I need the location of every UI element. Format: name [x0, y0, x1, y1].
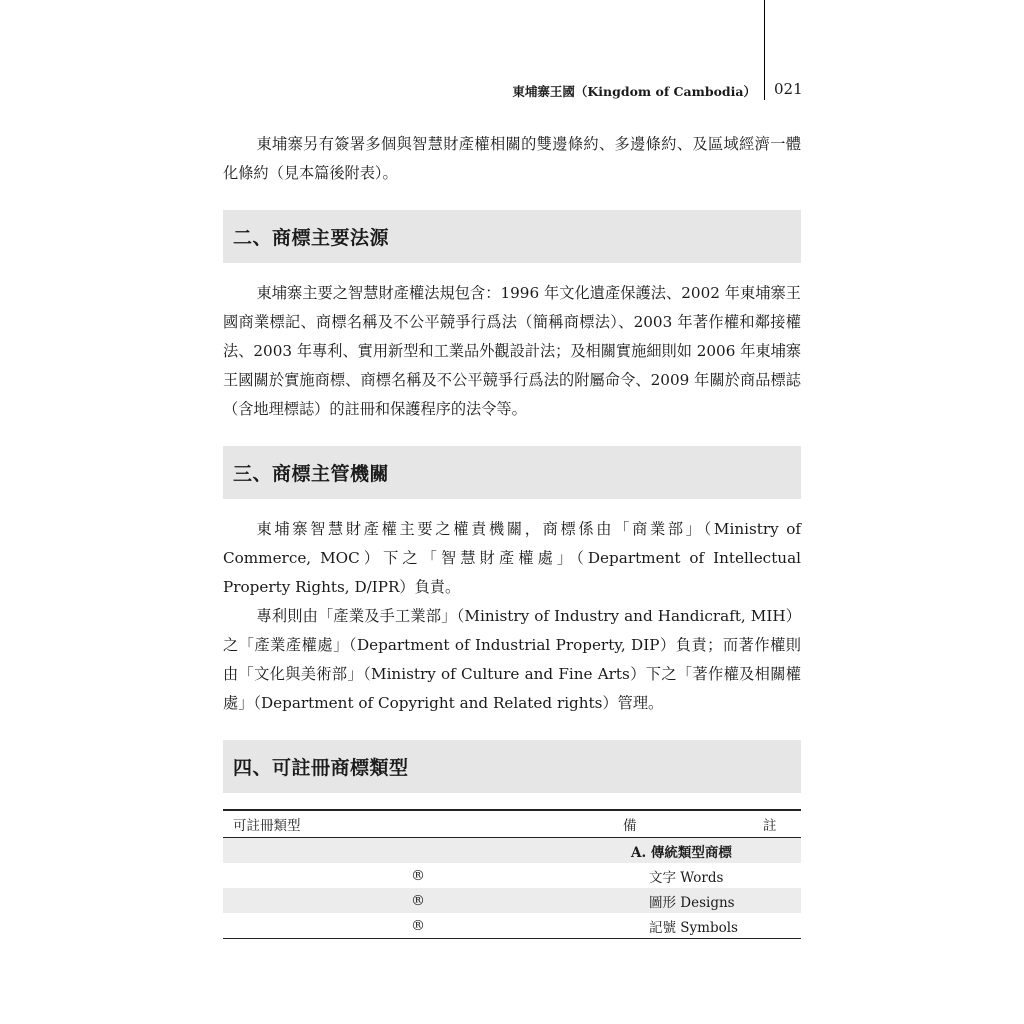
registered-mark-symbol: ® [223, 888, 613, 913]
table-row-type: 記號 Symbols [613, 913, 801, 939]
table-header-note-left: 備 [613, 810, 753, 838]
registered-mark-symbol: ® [223, 913, 613, 939]
table-row [223, 863, 801, 888]
intro-paragraph: 東埔寨另有簽署多個與智慧財產權相關的雙邊條約、多邊條約、及區域經濟一體化條約（見本篇後附表）。 [223, 135, 801, 182]
registrable-types-table [223, 809, 801, 939]
section-paragraph: 東埔寨主要之智慧財產權法規包含：1996 年文化遺產保護法、2002 年東埔寨王國商業標記、商標名稱及不公平競爭行爲法（簡稱商標法）、2003 年著作權和鄰接權法、2003 年專利、實用新型和工業品外觀設計法；及相關實施細則如 2006 年東埔寨王國關於實施商標、商標名稱及不公平競爭行爲法的附屬命令、2009 年關於商品標誌（含地理標誌）的註冊和保護程序的法令等。 [223, 284, 801, 418]
table-header-type: 可註冊類型 [223, 810, 613, 838]
table-row [223, 888, 801, 913]
section-paragraph: 東埔寨智慧財產權主要之權責機關，商標係由「商業部」（Ministry of Commerce, MOC）下之「智慧財產權處」（Department of Intellectual Property Rights, D/IPR）負責。 [223, 520, 801, 596]
registered-mark-symbol: ® [411, 867, 425, 884]
table-header-row [223, 810, 801, 838]
section-paragraph: 專利則由「產業及手工業部」（Ministry of Industry and Handicraft, MIH）之「產業產權處」（Department of Industrial Property, DIP）負責；而著作權則由「文化與美術部」（Ministry of Culture and Fine Arts）下之「著作權及相關權處」（Department of Copyright and Related rights）管理。 [223, 607, 801, 712]
table-row [223, 913, 801, 939]
page-content [223, 130, 801, 939]
section-heading-trademark-authority: 三、商標主管機關 [223, 446, 801, 499]
header-vertical-rule [764, 0, 765, 100]
table-row-type: 圖形 Designs [613, 888, 801, 913]
table-row-category [223, 838, 801, 864]
table-row-type: 文字 Words [649, 869, 724, 886]
section-heading-registrable-types: 四、可註冊商標類型 [223, 740, 801, 793]
section-heading-trademark-law-sources: 二、商標主要法源 [223, 210, 801, 263]
table-category-label: A. 傳統類型商標 [613, 838, 801, 864]
running-header-title: 東埔寨王國（Kingdom of Cambodia） [512, 84, 756, 99]
page-number: 021 [774, 80, 803, 98]
table-header-note-right: 註 [753, 810, 801, 838]
